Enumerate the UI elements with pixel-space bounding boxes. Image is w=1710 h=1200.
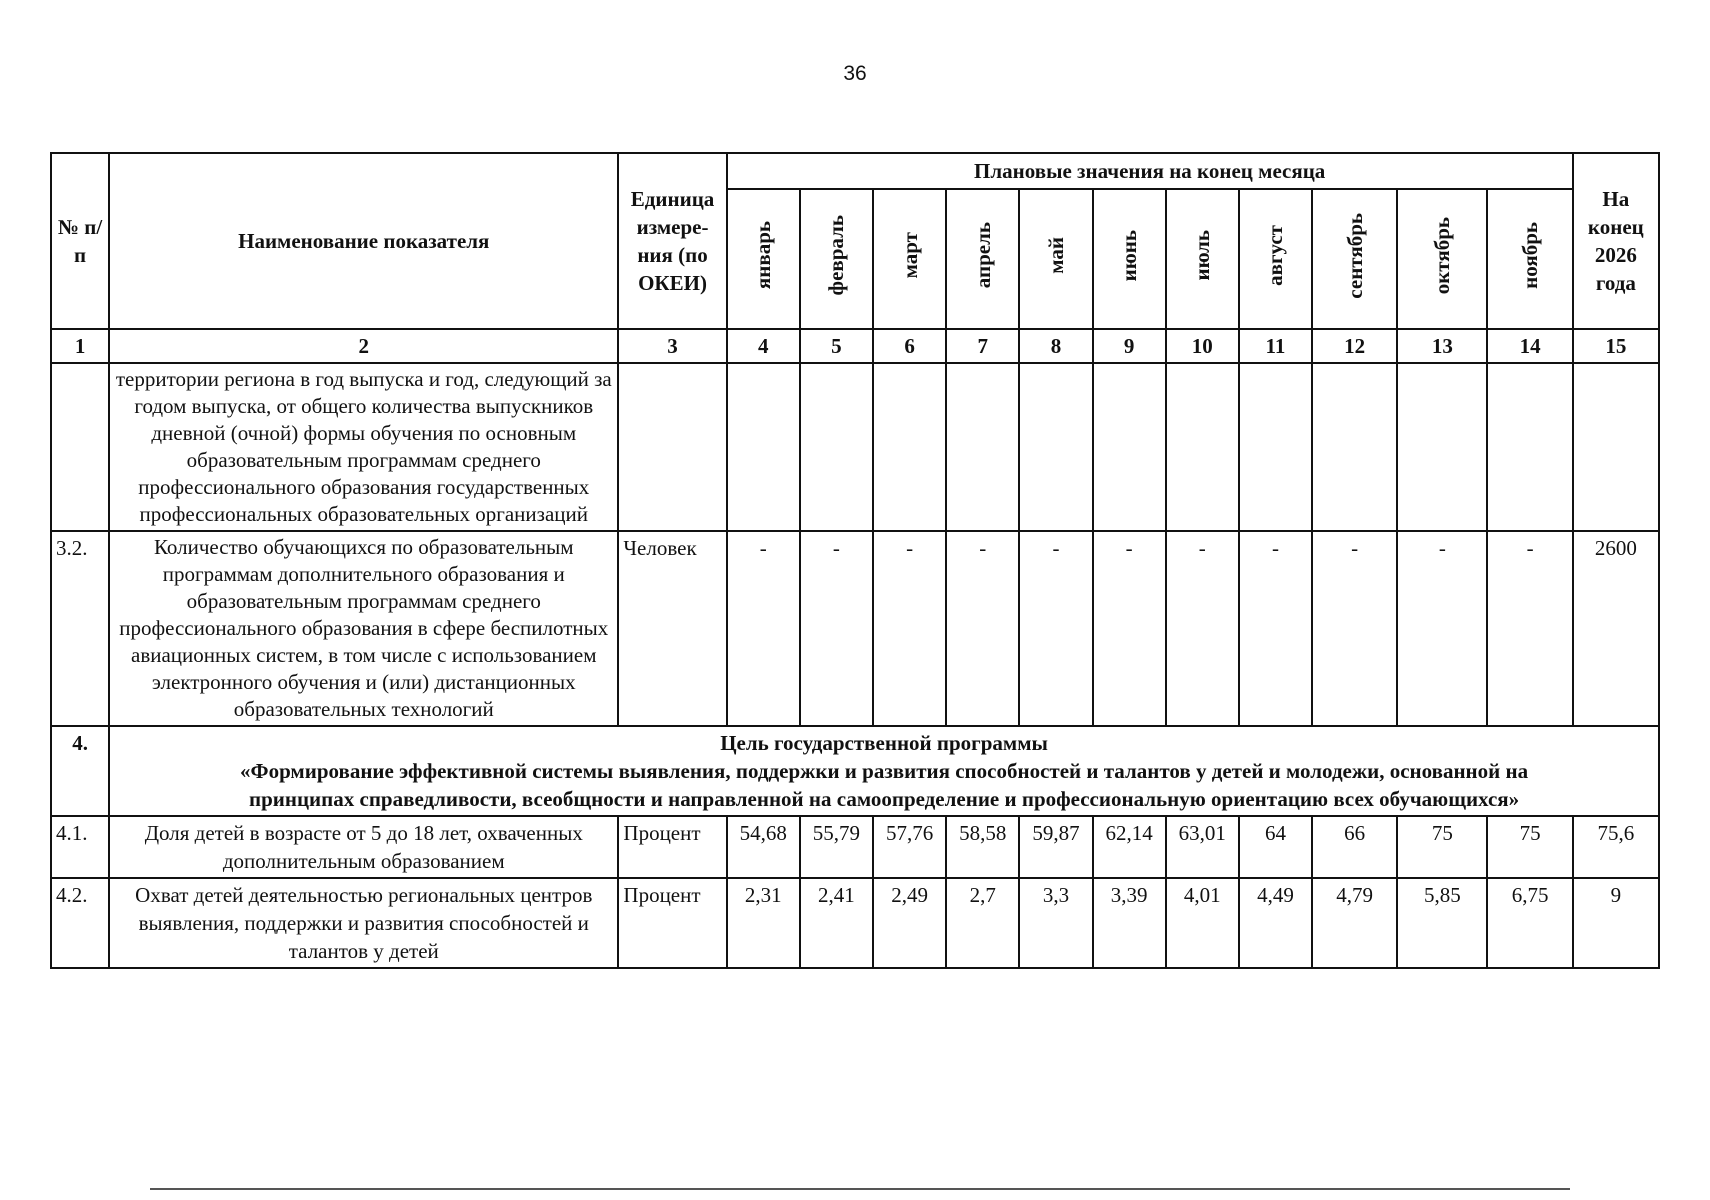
month-value: 2,31 — [727, 878, 800, 968]
header-month — [1397, 189, 1487, 329]
month-value: - — [1166, 531, 1239, 726]
month-label: февраль — [824, 215, 849, 296]
month-value: 2,49 — [873, 878, 946, 968]
goal-text: «Формирование эффективной системы выявления, поддержки и развития способностей и талантов у детей и молодежи, основанной на принципах справедливости, всеобщности и направленной на самоопределение и профессиональную ориентацию всех обучающихся» — [240, 759, 1529, 811]
indicator-name: Доля детей в возрасте от 5 до 18 лет, охваченных дополнительным образованием — [109, 816, 618, 878]
month-label: ноябрь — [1518, 222, 1543, 289]
header-month — [1487, 189, 1572, 329]
month-value: - — [1019, 531, 1092, 726]
column-number: 5 — [800, 329, 873, 363]
column-number: 11 — [1239, 329, 1312, 363]
month-label: июль — [1190, 230, 1215, 281]
month-label: январь — [751, 221, 776, 290]
month-value: - — [946, 531, 1019, 726]
header-month — [1166, 189, 1239, 329]
month-value: 66 — [1312, 816, 1397, 878]
month-label: октябрь — [1430, 216, 1455, 295]
end-year-value: 75,6 — [1573, 816, 1659, 878]
month-value: 2,7 — [946, 878, 1019, 968]
month-label: июнь — [1117, 229, 1142, 282]
month-value: 54,68 — [727, 816, 800, 878]
header-month — [1239, 189, 1312, 329]
month-value: 4,01 — [1166, 878, 1239, 968]
header-no: № п/п — [51, 153, 109, 329]
column-number: 6 — [873, 329, 946, 363]
month-value — [1093, 363, 1166, 531]
unit-cell: Процент — [618, 816, 726, 878]
unit-cell: Процент — [618, 878, 726, 968]
header-month — [1093, 189, 1166, 329]
month-value: 2,41 — [800, 878, 873, 968]
indicators-table — [50, 152, 1660, 969]
month-value — [800, 363, 873, 531]
column-number: 12 — [1312, 329, 1397, 363]
end-year-value — [1573, 363, 1659, 531]
month-value: 3,3 — [1019, 878, 1092, 968]
month-label: сентябрь — [1342, 212, 1367, 299]
table-row — [51, 363, 1659, 531]
goal-row — [51, 726, 1659, 816]
column-number: 2 — [109, 329, 618, 363]
row-number: 4.1. — [51, 816, 109, 878]
column-number: 13 — [1397, 329, 1487, 363]
indicator-name: территории региона в год выпуска и год, следующий за годом выпуска, от общего количества выпускников дневной (очной) формы обучения по основным образовательным программам среднего профессионального образования государственных профессиональных образовательных организаций — [109, 363, 618, 531]
column-number: 1 — [51, 329, 109, 363]
header-end-year: На конец 2026 года — [1573, 153, 1659, 329]
header-name: Наименование показателя — [109, 153, 618, 329]
month-value: - — [1397, 531, 1487, 726]
goal-title: Цель государственной программы — [720, 731, 1048, 755]
header-month — [800, 189, 873, 329]
column-number: 3 — [618, 329, 726, 363]
month-value: - — [800, 531, 873, 726]
column-number: 4 — [727, 329, 800, 363]
goal-number: 4. — [51, 726, 109, 816]
month-value — [1487, 363, 1572, 531]
header-month — [1312, 189, 1397, 329]
month-value: 55,79 — [800, 816, 873, 878]
header-plan-group: Плановые значения на конец месяца — [727, 153, 1573, 189]
month-value — [1397, 363, 1487, 531]
month-value: 5,85 — [1397, 878, 1487, 968]
month-value: - — [1312, 531, 1397, 726]
header-month — [946, 189, 1019, 329]
month-value: 6,75 — [1487, 878, 1572, 968]
row-number: 4.2. — [51, 878, 109, 968]
unit-cell: Человек — [618, 531, 726, 726]
column-number: 14 — [1487, 329, 1572, 363]
column-number-row — [51, 329, 1659, 363]
month-value — [946, 363, 1019, 531]
month-value: - — [1239, 531, 1312, 726]
indicator-name: Охват детей деятельностью региональных центров выявления, поддержки и развития способностей и талантов у детей — [109, 878, 618, 968]
page-number: 36 — [843, 62, 867, 85]
column-number: 7 — [946, 329, 1019, 363]
column-number: 9 — [1093, 329, 1166, 363]
bottom-rule — [150, 1188, 1570, 1190]
month-value — [873, 363, 946, 531]
end-year-value: 9 — [1573, 878, 1659, 968]
row-number — [51, 363, 109, 531]
column-number: 15 — [1573, 329, 1659, 363]
month-value: 75 — [1397, 816, 1487, 878]
month-value — [1312, 363, 1397, 531]
month-label: апрель — [970, 222, 995, 289]
indicator-name: Количество обучающихся по образовательным программам дополнительного образования и образовательным программам среднего профессионального образования в сфере беспилотных авиационных систем, в том числе с использованием электронного обучения и (или) дистанционных образовательных технологий — [109, 531, 618, 726]
header-month — [727, 189, 800, 329]
column-number: 10 — [1166, 329, 1239, 363]
month-label: май — [1043, 237, 1068, 274]
month-value: 4,49 — [1239, 878, 1312, 968]
header-unit: Единица измере-ния (по ОКЕИ) — [618, 153, 726, 329]
month-value: 4,79 — [1312, 878, 1397, 968]
month-value: 62,14 — [1093, 816, 1166, 878]
goal-cell — [109, 726, 1659, 816]
month-value: - — [727, 531, 800, 726]
table-row — [51, 878, 1659, 968]
month-value: - — [873, 531, 946, 726]
month-value — [1019, 363, 1092, 531]
header-month — [1019, 189, 1092, 329]
month-value: 57,76 — [873, 816, 946, 878]
row-number: 3.2. — [51, 531, 109, 726]
header-month — [873, 189, 946, 329]
month-value: 3,39 — [1093, 878, 1166, 968]
month-value: 75 — [1487, 816, 1572, 878]
month-value: 58,58 — [946, 816, 1019, 878]
month-value — [1239, 363, 1312, 531]
month-value: - — [1487, 531, 1572, 726]
header-row-1 — [51, 153, 1659, 189]
month-value — [1166, 363, 1239, 531]
month-label: март — [897, 232, 922, 279]
month-value — [727, 363, 800, 531]
table-row — [51, 816, 1659, 878]
end-year-value: 2600 — [1573, 531, 1659, 726]
column-number: 8 — [1019, 329, 1092, 363]
month-value: 63,01 — [1166, 816, 1239, 878]
month-value: 59,87 — [1019, 816, 1092, 878]
unit-cell — [618, 363, 726, 531]
month-value: - — [1093, 531, 1166, 726]
month-label: август — [1263, 225, 1288, 286]
table-row — [51, 531, 1659, 726]
month-value: 64 — [1239, 816, 1312, 878]
